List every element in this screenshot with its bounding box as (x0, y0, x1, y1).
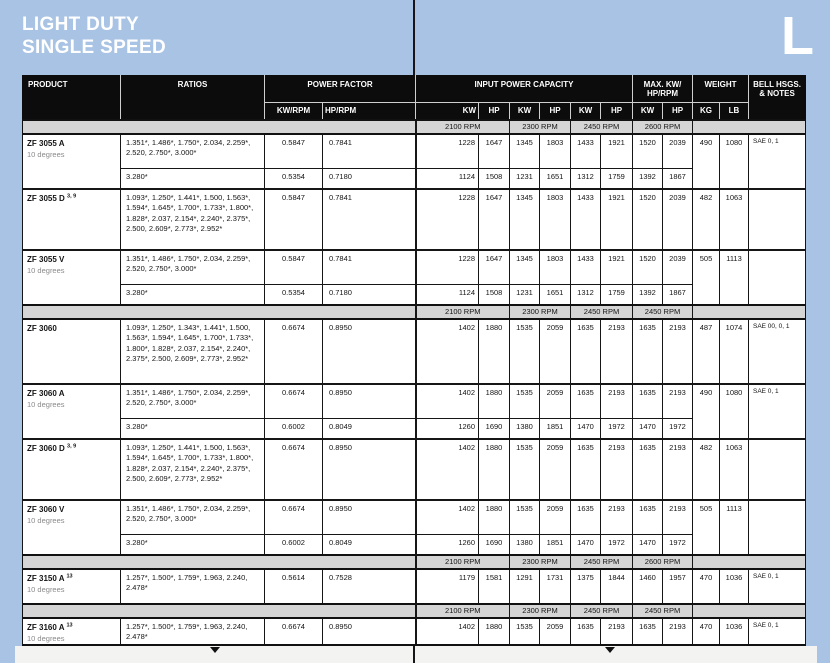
col-header-kg: KG (693, 103, 720, 121)
power-cell: 2193 (601, 618, 633, 646)
power-cell: 1433 (571, 134, 601, 169)
product-name: ZF 3160 A (27, 623, 65, 632)
power-cell: 1520 (633, 250, 663, 285)
product-cell (23, 618, 121, 646)
power-cell: 1647 (479, 189, 510, 250)
weight-lb-cell: 1113 (720, 250, 749, 305)
power-cell: 1880 (479, 384, 510, 419)
col-header-product: PRODUCT (23, 76, 121, 121)
notes-cell: SAE 0, 1 (749, 569, 806, 604)
power-cell: 1433 (571, 250, 601, 285)
col-header-hp: HP (479, 103, 510, 121)
band-spacer (693, 305, 806, 319)
power-cell: 1508 (479, 285, 510, 306)
notes-cell: SAE 0, 1 (749, 384, 806, 439)
table-row (23, 169, 806, 190)
rpm-band-row (23, 305, 806, 319)
product-cell (23, 250, 121, 305)
band-spacer (693, 120, 806, 134)
rpm-band-label: 2450 RPM (571, 555, 633, 569)
col-header-kw: KW (633, 103, 663, 121)
power-cell: 2193 (601, 319, 633, 384)
weight-lb-cell: 1074 (720, 319, 749, 384)
weight-kg-cell: 482 (693, 439, 720, 500)
center-divider-line (413, 0, 415, 75)
hp-rpm-cell: 0.8950 (323, 439, 416, 500)
notes-cell: SAE 0, 1 (749, 134, 806, 189)
table-area (0, 75, 830, 647)
kw-rpm-cell: 0.6674 (265, 439, 323, 500)
weight-kg-cell: 482 (693, 189, 720, 250)
power-cell: 1635 (571, 439, 601, 500)
col-header-max: MAX. KW/ HP/RPM (633, 76, 693, 103)
ratios-cell: 3.280* (121, 535, 265, 556)
table-row (23, 189, 806, 250)
power-cell: 1228 (416, 189, 479, 250)
hp-rpm-cell: 0.7180 (323, 285, 416, 306)
power-cell: 1759 (601, 285, 633, 306)
table-row (23, 618, 806, 646)
weight-lb-cell: 1080 (720, 384, 749, 439)
power-cell: 1179 (416, 569, 479, 604)
power-cell: 1402 (416, 384, 479, 419)
ratios-cell: 1.351*, 1.486*, 1.750*, 2.034, 2.259*, 2.520, 2.750*, 3.000* (121, 134, 265, 169)
power-cell: 1867 (663, 285, 693, 306)
product-name: ZF 3060 D (27, 444, 65, 453)
masthead (0, 0, 830, 75)
ratios-cell: 1.257*, 1.500*, 1.759*, 1.963, 2.240, 2.478* (121, 618, 265, 646)
power-cell: 2193 (663, 319, 693, 384)
notes-cell: SAE 00, 0, 1 (749, 319, 806, 384)
kw-rpm-cell: 0.6002 (265, 419, 323, 440)
power-cell: 1635 (633, 618, 663, 646)
col-header-power-factor: POWER FACTOR (265, 76, 416, 103)
power-cell: 1635 (571, 500, 601, 535)
rpm-band-label: 2300 RPM (510, 604, 571, 618)
hp-rpm-cell: 0.7528 (323, 569, 416, 604)
product-footnote: 3, 9 (67, 443, 77, 450)
rpm-band-row (23, 555, 806, 569)
band-spacer (693, 604, 806, 618)
power-cell: 1921 (601, 189, 633, 250)
power-cell: 1651 (540, 285, 571, 306)
band-spacer (693, 555, 806, 569)
rpm-band-label: 2450 RPM (571, 120, 633, 134)
band-spacer (23, 604, 416, 618)
power-cell: 1690 (479, 535, 510, 556)
rpm-band-label: 2600 RPM (633, 120, 693, 134)
power-cell: 1635 (633, 319, 663, 384)
power-cell: 1260 (416, 535, 479, 556)
ratios-cell: 3.280* (121, 419, 265, 440)
power-cell: 1972 (663, 535, 693, 556)
hp-rpm-cell: 0.8950 (323, 618, 416, 646)
power-cell: 2059 (540, 319, 571, 384)
power-cell: 2039 (663, 250, 693, 285)
col-header-ratios: RATIOS (121, 76, 265, 121)
rpm-band-label: 2450 RPM (571, 305, 633, 319)
weight-kg-cell: 470 (693, 618, 720, 646)
col-header-input-power: INPUT POWER CAPACITY (416, 76, 633, 103)
table-row (23, 319, 806, 384)
product-name: ZF 3150 A (27, 574, 65, 583)
power-cell: 2059 (540, 384, 571, 419)
weight-lb-cell: 1063 (720, 439, 749, 500)
product-degrees: 10 degrees (27, 585, 65, 595)
power-cell: 1345 (510, 250, 540, 285)
center-divider-line (413, 646, 415, 663)
power-cell: 1535 (510, 439, 540, 500)
kw-rpm-cell: 0.6674 (265, 618, 323, 646)
product-name: ZF 3055 D (27, 194, 65, 203)
power-cell: 2193 (663, 384, 693, 419)
ratios-cell: 1.257*, 1.500*, 1.759*, 1.963, 2.240, 2.478* (121, 569, 265, 604)
table-row (23, 439, 806, 500)
product-name: ZF 3060 V (27, 505, 65, 514)
weight-kg-cell: 490 (693, 134, 720, 189)
ratios-cell: 1.351*, 1.486*, 1.750*, 2.034, 2.259*, 2.520, 2.750*, 3.000* (121, 250, 265, 285)
rpm-band-row (23, 604, 806, 618)
notes-cell (749, 189, 806, 250)
col-header-weight: WEIGHT (693, 76, 749, 103)
continuation-arrow-icon (210, 647, 220, 653)
page-paper-edge (15, 646, 817, 663)
col-header-bell: BELL HSGS. & NOTES (749, 76, 806, 121)
hp-rpm-cell: 0.7841 (323, 134, 416, 169)
product-degrees: 10 degrees (27, 400, 65, 410)
rpm-band-label: 2300 RPM (510, 555, 571, 569)
weight-kg-cell: 505 (693, 500, 720, 555)
hp-rpm-cell: 0.8950 (323, 500, 416, 535)
col-header-hp: HP (540, 103, 571, 121)
power-cell: 1291 (510, 569, 540, 604)
weight-kg-cell: 487 (693, 319, 720, 384)
col-header-hp: HP (663, 103, 693, 121)
spec-table (22, 75, 806, 647)
kw-rpm-cell: 0.5354 (265, 169, 323, 190)
power-cell: 1635 (633, 500, 663, 535)
kw-rpm-cell: 0.6674 (265, 384, 323, 419)
table-row (23, 134, 806, 169)
hp-rpm-cell: 0.8049 (323, 419, 416, 440)
power-cell: 1375 (571, 569, 601, 604)
table-row (23, 535, 806, 556)
notes-cell (749, 500, 806, 555)
rpm-band-label: 2600 RPM (633, 555, 693, 569)
power-cell: 1380 (510, 535, 540, 556)
product-degrees: 10 degrees (27, 634, 65, 644)
ratios-cell: 1.351*, 1.486*, 1.750*, 2.034, 2.259*, 2.520, 2.750*, 3.000* (121, 384, 265, 419)
power-cell: 2059 (540, 500, 571, 535)
hp-rpm-cell: 0.7180 (323, 169, 416, 190)
product-name: ZF 3060 (27, 324, 57, 333)
power-cell: 1231 (510, 169, 540, 190)
notes-cell (749, 250, 806, 305)
power-cell: 1880 (479, 618, 510, 646)
power-cell: 1460 (633, 569, 663, 604)
power-cell: 1635 (571, 319, 601, 384)
power-cell: 1433 (571, 189, 601, 250)
power-cell: 1345 (510, 189, 540, 250)
power-cell: 1392 (633, 285, 663, 306)
power-cell: 2039 (663, 134, 693, 169)
ratios-cell: 1.093*, 1.250*, 1.441*, 1.500, 1.563*, 1.594*, 1.645*, 1.700*, 1.733*, 1.800*, 1.828*, 2.037, 2.154*, 2.240*, 2.375*, 2.500, 2.609*, 2.773*, 2.952* (121, 439, 265, 500)
kw-rpm-cell: 0.5847 (265, 189, 323, 250)
col-header-hp-rpm: HP/RPM (323, 103, 416, 121)
power-cell: 1851 (540, 535, 571, 556)
power-cell: 1647 (479, 250, 510, 285)
hp-rpm-cell: 0.7841 (323, 250, 416, 285)
product-cell (23, 569, 121, 604)
page-title-line2: SINGLE SPEED (22, 37, 167, 58)
weight-lb-cell: 1036 (720, 618, 749, 646)
power-cell: 1635 (571, 618, 601, 646)
power-cell: 1508 (479, 169, 510, 190)
kw-rpm-cell: 0.6674 (265, 319, 323, 384)
power-cell: 1535 (510, 384, 540, 419)
kw-rpm-cell: 0.5354 (265, 285, 323, 306)
product-footnote: 13 (66, 622, 73, 629)
hp-rpm-cell: 0.8950 (323, 319, 416, 384)
rpm-band-row (23, 120, 806, 134)
power-cell: 1402 (416, 618, 479, 646)
power-cell: 1535 (510, 618, 540, 646)
power-cell: 1470 (571, 419, 601, 440)
power-cell: 1921 (601, 134, 633, 169)
table-row (23, 285, 806, 306)
product-degrees: 10 degrees (27, 516, 65, 526)
hp-rpm-cell: 0.8049 (323, 535, 416, 556)
weight-lb-cell: 1063 (720, 189, 749, 250)
power-cell: 1972 (601, 419, 633, 440)
power-cell: 1520 (633, 134, 663, 169)
band-spacer (23, 120, 416, 134)
power-cell: 1520 (633, 189, 663, 250)
weight-lb-cell: 1036 (720, 569, 749, 604)
product-cell (23, 189, 121, 250)
power-cell: 1392 (633, 169, 663, 190)
power-cell: 1470 (633, 419, 663, 440)
power-cell: 1844 (601, 569, 633, 604)
power-cell: 1228 (416, 134, 479, 169)
product-cell (23, 319, 121, 384)
power-cell: 1402 (416, 500, 479, 535)
kw-rpm-cell: 0.5847 (265, 250, 323, 285)
power-cell: 1690 (479, 419, 510, 440)
table-row (23, 250, 806, 285)
power-cell: 2193 (663, 439, 693, 500)
power-cell: 2039 (663, 189, 693, 250)
col-header-hp: HP (601, 103, 633, 121)
product-cell (23, 439, 121, 500)
table-row (23, 569, 806, 604)
rpm-band-label: 2100 RPM (416, 604, 510, 618)
kw-rpm-cell: 0.5847 (265, 134, 323, 169)
ratios-cell: 3.280* (121, 285, 265, 306)
power-cell: 1635 (633, 384, 663, 419)
hp-rpm-cell: 0.7841 (323, 189, 416, 250)
power-cell: 1651 (540, 169, 571, 190)
product-name: ZF 3055 V (27, 255, 65, 264)
power-cell: 1312 (571, 285, 601, 306)
ratios-cell: 1.351*, 1.486*, 1.750*, 2.034, 2.259*, 2.520, 2.750*, 3.000* (121, 500, 265, 535)
ratios-cell: 3.280* (121, 169, 265, 190)
rpm-band-label: 2100 RPM (416, 305, 510, 319)
rpm-band-label: 2100 RPM (416, 555, 510, 569)
col-header-kw: KW (571, 103, 601, 121)
power-cell: 2059 (540, 618, 571, 646)
notes-cell (749, 439, 806, 500)
product-cell (23, 500, 121, 555)
power-cell: 1731 (540, 569, 571, 604)
power-cell: 1124 (416, 285, 479, 306)
power-cell: 1312 (571, 169, 601, 190)
rpm-band-label: 2100 RPM (416, 120, 510, 134)
hp-rpm-cell: 0.8950 (323, 384, 416, 419)
kw-rpm-cell: 0.6674 (265, 500, 323, 535)
notes-cell: SAE 0, 1 (749, 618, 806, 646)
rpm-band-label: 2300 RPM (510, 120, 571, 134)
weight-kg-cell: 505 (693, 250, 720, 305)
rpm-band-label: 2450 RPM (571, 604, 633, 618)
power-cell: 1470 (571, 535, 601, 556)
table-row (23, 500, 806, 535)
rpm-band-label: 2450 RPM (633, 305, 693, 319)
power-cell: 1635 (571, 384, 601, 419)
power-cell: 1535 (510, 500, 540, 535)
power-cell: 1402 (416, 439, 479, 500)
kw-rpm-cell: 0.6002 (265, 535, 323, 556)
ratios-cell: 1.093*, 1.250*, 1.343*, 1.441*, 1.500, 1.563*, 1.594*, 1.645*, 1.700*, 1.733*, 1.800*, 1.828*, 2.037, 2.154*, 2.240*, 2.375*, 2.500, 2.609*, 2.773*, 2.952* (121, 319, 265, 384)
power-cell: 1470 (633, 535, 663, 556)
product-footnote: 13 (66, 573, 73, 580)
power-cell: 1535 (510, 319, 540, 384)
weight-lb-cell: 1113 (720, 500, 749, 555)
rpm-band-label: 2450 RPM (633, 604, 693, 618)
product-footnote: 3, 9 (67, 193, 77, 200)
power-cell: 1124 (416, 169, 479, 190)
col-header-lb: LB (720, 103, 749, 121)
page-bottom-strip (0, 646, 830, 663)
power-cell: 1851 (540, 419, 571, 440)
band-spacer (23, 555, 416, 569)
page-title (22, 13, 166, 59)
product-name: ZF 3060 A (27, 389, 65, 398)
power-cell: 1867 (663, 169, 693, 190)
weight-lb-cell: 1080 (720, 134, 749, 189)
power-cell: 1647 (479, 134, 510, 169)
power-cell: 1880 (479, 319, 510, 384)
power-cell: 1880 (479, 500, 510, 535)
band-spacer (23, 305, 416, 319)
power-cell: 1880 (479, 439, 510, 500)
power-cell: 1635 (633, 439, 663, 500)
power-cell: 1803 (540, 250, 571, 285)
power-cell: 1803 (540, 189, 571, 250)
weight-kg-cell: 490 (693, 384, 720, 439)
product-cell (23, 384, 121, 439)
product-degrees: 10 degrees (27, 150, 65, 160)
continuation-arrow-icon (605, 647, 615, 653)
power-cell: 2193 (663, 618, 693, 646)
power-cell: 1921 (601, 250, 633, 285)
product-name: ZF 3055 A (27, 139, 65, 148)
power-cell: 1402 (416, 319, 479, 384)
col-header-kw: KW (416, 103, 479, 121)
power-cell: 1581 (479, 569, 510, 604)
col-header-kw-rpm: KW/RPM (265, 103, 323, 121)
power-cell: 2193 (663, 500, 693, 535)
table-row (23, 419, 806, 440)
power-cell: 1231 (510, 285, 540, 306)
table-row (23, 384, 806, 419)
ratios-cell: 1.093*, 1.250*, 1.441*, 1.500, 1.563*, 1.594*, 1.645*, 1.700*, 1.733*, 1.800*, 1.828*, 2.037, 2.154*, 2.240*, 2.375*, 2.500, 2.609*, 2.773*, 2.952* (121, 189, 265, 250)
kw-rpm-cell: 0.5614 (265, 569, 323, 604)
power-cell: 1972 (663, 419, 693, 440)
product-degrees: 10 degrees (27, 266, 65, 276)
power-cell: 2193 (601, 439, 633, 500)
power-cell: 1957 (663, 569, 693, 604)
power-cell: 1228 (416, 250, 479, 285)
page-title-line1: LIGHT DUTY (22, 14, 139, 35)
power-cell: 2193 (601, 384, 633, 419)
weight-kg-cell: 470 (693, 569, 720, 604)
col-header-kw: KW (510, 103, 540, 121)
section-tab-letter: L (781, 6, 814, 66)
header-group-row (23, 76, 806, 103)
rpm-band-label: 2300 RPM (510, 305, 571, 319)
power-cell: 1380 (510, 419, 540, 440)
power-cell: 1260 (416, 419, 479, 440)
power-cell: 1803 (540, 134, 571, 169)
power-cell: 2193 (601, 500, 633, 535)
power-cell: 2059 (540, 439, 571, 500)
power-cell: 1972 (601, 535, 633, 556)
product-cell (23, 134, 121, 189)
power-cell: 1759 (601, 169, 633, 190)
power-cell: 1345 (510, 134, 540, 169)
